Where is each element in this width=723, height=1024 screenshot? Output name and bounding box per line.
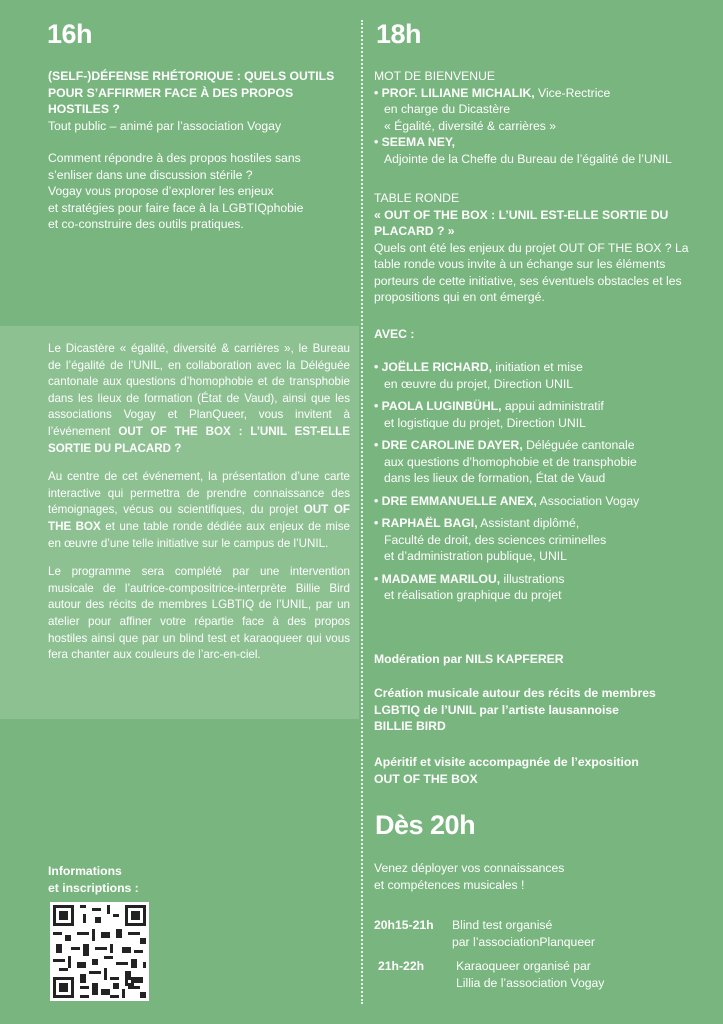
speaker-role: Assistant diplômé, (477, 516, 580, 530)
panelist-list (374, 359, 704, 610)
time-18h: 18h (376, 19, 422, 49)
schedule-desc-line: Lillia de l’association Vogay (456, 975, 605, 990)
speaker-role-line: dans les lieux de formation, État de Vaud (384, 471, 606, 485)
aperitif-block: Apéritif et visite accompagnée de l’exposition OUT OF THE BOX (374, 755, 639, 786)
speaker-role: appui administratif (501, 399, 604, 413)
schedule-row (374, 958, 694, 991)
roundtable-title: « OUT OF THE BOX : L’UNIL EST-ELLE SORTIE DU PLACARD ? » (374, 207, 669, 238)
info-heading: Informations et inscriptions : (48, 864, 139, 895)
speaker-role-line: et logistique du projet, Direction UNIL (384, 415, 586, 430)
workshop-audience: Tout public – animé par l’association Vogay (48, 118, 282, 133)
speaker-role: initiation et mise (492, 360, 583, 374)
roundtable-block (374, 190, 699, 306)
speaker-name: • MADAME MARILOU, (374, 571, 501, 586)
speaker-role-line: Faculté de droit, des sciences criminelles (384, 532, 607, 547)
speaker-role: illustrations (500, 571, 565, 586)
speaker-role: Association Vogay (536, 493, 640, 508)
roundtable-desc: Quels ont été les enjeux du projet OUT OF THE BOX ? La table ronde vous invite à un échange sur les éléments porteurs de cette initiative, ses éventuels obstacles et les propositions qui en ont émergé. (374, 240, 689, 304)
workshop-desc-3: Vogay vous propose d’explorer les enjeux (48, 184, 274, 198)
speaker-name: • PAOLA LUGINBÜHL, (374, 399, 502, 413)
schedule-desc-line: Blind test organisé (452, 918, 553, 932)
welcome-speakers (374, 85, 704, 168)
welcome-label: MOT DE BIENVENUE (374, 69, 495, 83)
speaker-name: • DRE CAROLINE DAYER, (374, 438, 523, 452)
speaker-role-line: et d’administration publique, UNIL (384, 549, 567, 563)
intro-paragraph-1: Le Dicastère « égalité, diversité & carrières », le Bureau de l’égalité de l’UNIL, en collaboration avec la Déléguée cantonale aux questions d’homophobie et de transphobie dans les lieux de formation (État de Vaud), ainsi que les associations Vogay et PlanQueer, vous invitent à l’événement OUT OF THE BOX : L’UNIL EST-ELLE SORTIE DU PLACARD ? (48, 342, 350, 455)
speaker-first-line (374, 398, 704, 415)
speaker-item (374, 85, 704, 135)
time-16h: 16h (47, 19, 93, 49)
schedule-time: 21h-22h (378, 959, 425, 973)
speaker-first-line (374, 85, 704, 102)
evening-intro: Venez déployer vos connaissances et compétences musicales ! (374, 861, 565, 892)
avec-label: AVEC : (374, 327, 415, 341)
workshop-title: (SELF-)DÉFENSE RHÉTORIQUE : QUELS OUTILS POUR S’AFFIRMER FACE À DES PROPOS HOSTILES ? (48, 69, 335, 116)
speaker-first-line (374, 571, 704, 588)
speaker-role-line: aux questions d’homophobie et de transphobie (384, 454, 637, 469)
speaker-name: • RAPHAËL BAGI, (374, 516, 478, 530)
speaker-role: Vice-Rectrice (534, 85, 611, 100)
workshop-desc-2: s’enliser dans une discussion stérile ? (48, 167, 253, 182)
speaker-item (374, 571, 704, 604)
speaker-item (374, 398, 704, 431)
speaker-first-line (374, 134, 704, 151)
schedule-desc (452, 917, 595, 950)
workshop-block (48, 68, 348, 233)
intro-paragraph-2: Au centre de cet événement, la présentation d’une carte interactive qui permettra de prendre connaissance des témoignages, vécus ou scientifiques, du projet OUT OF THE BOX et une table ronde dédiée aux enjeux de mise en œuvre d’une telle initiative sur le campus de l’UNIL. (48, 470, 350, 550)
speaker-role-line: en œuvre du projet, Direction UNIL (384, 376, 573, 391)
speaker-role-line: Adjointe de la Cheffe du Bureau de l’égalité de l’UNIL (384, 151, 672, 166)
speaker-item (374, 437, 704, 487)
schedule-time: 20h15-21h (374, 918, 434, 932)
welcome-block (374, 68, 704, 167)
evening-schedule (374, 917, 694, 999)
intro-text (48, 341, 350, 664)
speaker-item (374, 134, 704, 167)
qr-code-graphic (50, 902, 149, 1001)
workshop-desc-5: et co-construire des outils pratiques. (48, 217, 244, 231)
event-title-inline: OUT OF THE BOX : L’UNIL EST-ELLE SORTIE DU PLACARD ? (48, 424, 350, 455)
speaker-item (374, 493, 704, 510)
speaker-name: • DRE EMMANUELLE ANEX, (374, 493, 537, 508)
time-20h: Dès 20h (375, 810, 476, 840)
speaker-role-line: en charge du Dicastère (384, 102, 511, 116)
schedule-desc (456, 958, 604, 991)
roundtable-label: TABLE RONDE (374, 191, 460, 205)
qr-code-icon[interactable] (50, 902, 149, 1001)
speaker-first-line (374, 437, 704, 454)
column-divider (361, 20, 363, 1004)
speaker-name: • SEEMA NEY, (374, 135, 456, 149)
schedule-row (374, 917, 694, 950)
schedule-desc-line: Karaoqueer organisé par (456, 959, 591, 973)
workshop-desc-1: Comment répondre à des propos hostiles sans (48, 151, 301, 165)
speaker-role-line: et réalisation graphique du projet (384, 588, 562, 602)
speaker-item (374, 515, 704, 565)
music-block: Création musicale autour des récits de membres LGBTIQ de l’UNIL par l’artiste lausannoise BILLIE BIRD (374, 686, 656, 733)
speaker-name: • JOËLLE RICHARD, (374, 360, 493, 374)
speaker-role-line: « Égalité, diversité & carrières » (384, 118, 557, 133)
speaker-first-line (374, 515, 704, 532)
speaker-first-line (374, 359, 704, 376)
speaker-role: Déléguée cantonale (522, 438, 635, 452)
speaker-item (374, 359, 704, 392)
speaker-first-line (374, 493, 704, 510)
speaker-name: • PROF. LILIANE MICHALIK, (374, 85, 535, 100)
intro-paragraph-3: Le programme sera complété par une intervention musicale de l’autrice-compositrice-interprète Billie Bird autour des récits de membres LGBTIQ de l’UNIL, par un atelier pour affiner votre répartie face à des propos hostiles ainsi que par un blind test et karaoqueer qui vous fera chanter aux couleurs de l’arc-en-ciel. (48, 565, 350, 662)
moderation: Modération par NILS KAPFERER (374, 652, 564, 666)
workshop-desc-4: et stratégies pour faire face à la LGBTIQphobie (48, 200, 304, 215)
schedule-desc-line: par l’associationPlanqueer (452, 934, 595, 949)
